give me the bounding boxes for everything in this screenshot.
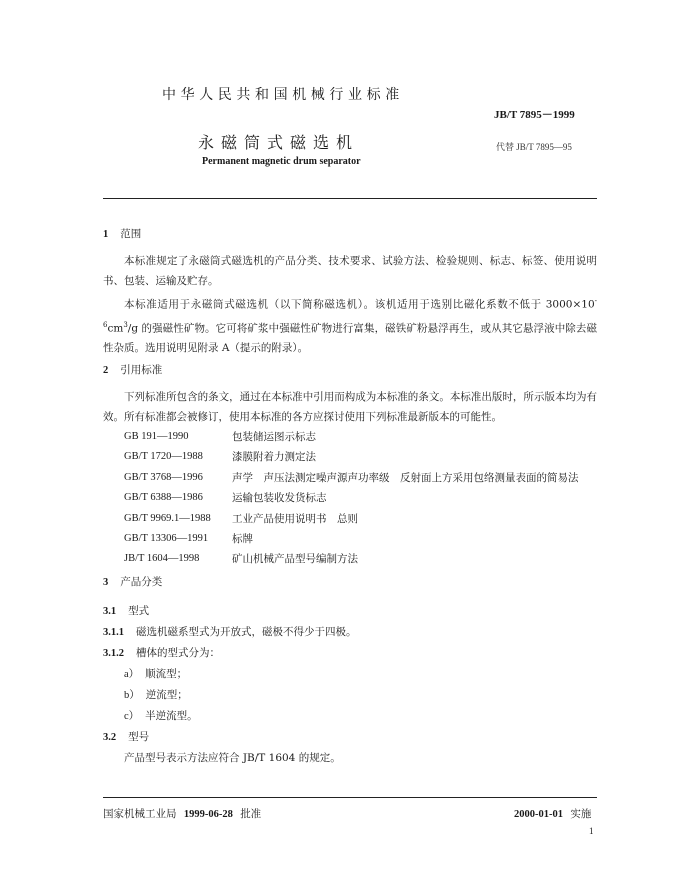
section-title: 产品分类	[120, 575, 163, 588]
type-list	[103, 664, 597, 727]
reference-code: GB/T 3768—1996	[124, 471, 203, 483]
implementation-info: 2000-01-01 实施	[514, 808, 592, 820]
reference-code: GB/T 13306—1991	[124, 533, 209, 545]
approval-info: 国家机械工业局 1999-06-28 批准	[103, 808, 262, 820]
reference-item	[103, 447, 597, 467]
section-title: 范围	[120, 228, 142, 240]
list-marker: b）	[124, 689, 140, 701]
clause-3-1-2: 3.1.2 槽体的型式分为：	[103, 646, 220, 659]
list-marker: a）	[124, 668, 140, 680]
section-3-2-heading: 3.2 型号	[103, 730, 150, 743]
section-3-1-heading: 3.1 型式	[103, 604, 150, 617]
page-number: 1	[589, 826, 594, 836]
list-item	[103, 706, 597, 727]
reference-item	[103, 529, 597, 549]
paragraph: 下列标准所包含的条文，通过在本标准中引用而构成为本标准的条文。本标准出版时，所示版本均为有效。所有标准都会被修订，使用本标准的各方应探讨使用下列标准最新版本的可能性。	[103, 391, 597, 423]
reference-name: 声学 声压法测定噪声源声功率级 反射面上方采用包络测量表面的简易法	[232, 471, 579, 484]
document-body	[103, 224, 597, 768]
reference-name: 运输包装收发货标志	[232, 492, 327, 505]
section-3-heading	[103, 572, 597, 593]
reference-code: GB 191—1990	[124, 431, 189, 442]
reference-name: 漆膜附着力测定法	[232, 451, 316, 464]
reference-name: 矿山机械产品型号编制方法	[232, 553, 358, 566]
section-2-heading	[103, 360, 597, 381]
list-item	[103, 685, 597, 706]
list-marker: c）	[124, 710, 140, 722]
list-text: 半逆流型。	[145, 709, 198, 722]
section-title: 引用标准	[120, 364, 163, 376]
section-number: 2	[103, 365, 109, 376]
reference-code: GB/T 1720—1988	[124, 451, 203, 463]
list-text: 逆流型；	[145, 688, 188, 701]
paragraph: 产品型号表示方法应符合 JB/T 1604 的规定。	[124, 751, 341, 764]
reference-item	[103, 468, 597, 488]
reference-item	[103, 488, 597, 508]
section-1-heading	[103, 224, 597, 245]
reference-code: GB/T 9969.1—1988	[124, 512, 211, 524]
reference-list	[103, 427, 597, 570]
reference-name: 标牌	[232, 533, 253, 546]
english-title: Permanent magnetic drum separator	[202, 156, 361, 167]
list-item	[103, 664, 597, 685]
reference-code: JB/T 1604—1998	[124, 553, 200, 565]
reference-item	[103, 509, 597, 529]
reference-item	[103, 427, 597, 447]
header-divider	[103, 198, 597, 199]
reference-item	[103, 549, 597, 569]
list-text: 顺流型；	[145, 667, 188, 680]
standard-number: JB/T 7895－1999	[494, 109, 575, 121]
reference-name: 工业产品使用说明书 总则	[232, 512, 358, 525]
section-number: 1	[103, 229, 109, 240]
reference-name: 包装储运图示标志	[232, 431, 316, 443]
reference-code: GB/T 6388—1986	[124, 492, 203, 504]
clause-3-1-1: 3.1.1 磁选机磁系型式为开放式，磁极不得少于四极。	[103, 625, 357, 638]
issuing-org-heading: 中华人民共和国机械行业标准	[162, 87, 404, 103]
footer-divider	[103, 797, 597, 798]
paragraph: 本标准规定了永磁筒式磁选机的产品分类、技术要求、试验方法、检验规则、标志、标签、使用说明书、包装、运输及贮存。	[103, 255, 597, 287]
paragraph: 本标准适用于永磁筒式磁选机（以下简称磁选机）。该机适用于选别比磁化系数不低于 $3000\times 10^{-6}cm^3/g$ 的强磁性矿物。它可将矿浆中强磁性矿物进行富集，磁铁矿粉悬浮再生，或从其它悬浮液中除去磁性杂质。选用说明见附录 A（提示的附录）。	[103, 297, 597, 354]
document-title: 永磁筒式磁选机	[198, 133, 360, 152]
section-number: 3	[103, 576, 109, 588]
replaces-note: 代替 JB/T 7895—95	[496, 142, 572, 152]
